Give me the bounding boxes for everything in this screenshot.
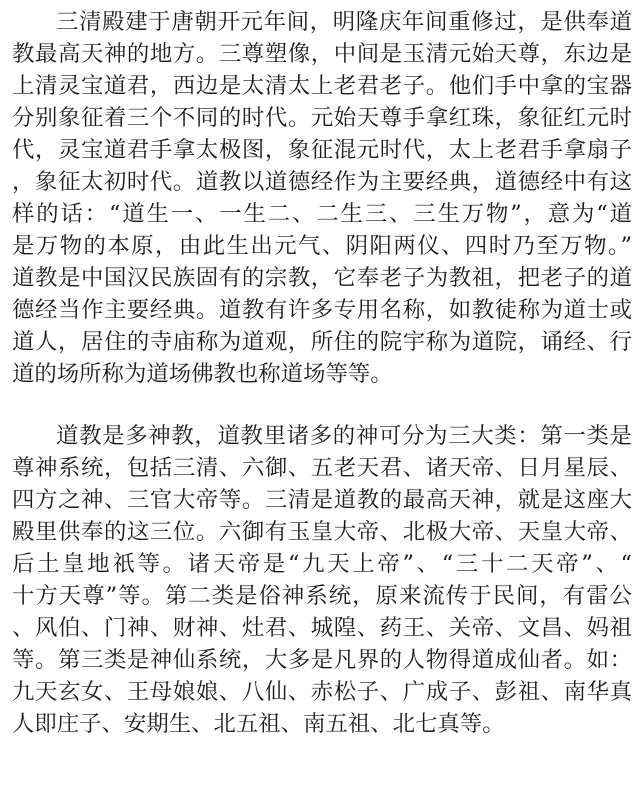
text-line: 道的场所称为道场佛教也称道场等等。	[12, 361, 393, 387]
text-line: 等。第三类是神仙系统，大多是凡界的人物得道成仙者。如：	[12, 647, 632, 673]
paragraph-spacer	[12, 390, 632, 420]
text-line: 尊神系统，包括三清、六御、五老天君、诸天帝、日月星辰、	[12, 455, 632, 481]
text-line: 三清殿建于唐朝开元年间，明隆庆年间重修过，是供奉道	[56, 9, 632, 35]
text-line: 分别象征着三个不同的时代。元始天尊手拿红珠，象征红元时	[12, 105, 632, 131]
text-line: 道教是多神教，道教里诸多的神可分为三大类：第一类是	[56, 423, 632, 449]
text-line: 道教是中国汉民族固有的宗教，它奉老子为教祖，把老子的道	[12, 265, 632, 291]
text-line: 后土皇地祇等。诸天帝是“九天上帝”、“三十二天帝”、“	[12, 551, 632, 577]
text-line: 样的话：“道生一、一生二、二生三、三生万物”，意为“道	[12, 201, 632, 227]
text-line: 教最高天神的地方。三尊塑像，中间是玉清元始天尊，东边是	[12, 41, 632, 67]
text-line: 人即庄子、安期生、北五祖、南五祖、北七真等。	[12, 711, 505, 737]
paragraph-2	[12, 420, 632, 740]
text-line: 德经当作主要经典。道教有许多专用名称，如教徒称为道士或	[12, 297, 632, 323]
text-line: 、风伯、门神、财神、灶君、城隍、药王、关帝、文昌、妈祖	[12, 615, 632, 641]
text-line: 四方之神、三官大帝等。三清是道教的最高天神，就是这座大	[12, 487, 632, 513]
text-line: 是万物的本原，由此生出元气、阴阳两仪、四时乃至万物。”	[12, 233, 632, 259]
text-line: ，象征太初时代。道教以道德经作为主要经典，道德经中有这	[12, 169, 632, 195]
text-line: 十方天尊”等。第二类是俗神系统，原来流传于民间，有雷公	[12, 583, 632, 609]
article-body	[12, 6, 632, 740]
text-line: 道人，居住的寺庙称为道观，所住的院宇称为道院，诵经、行	[12, 329, 632, 355]
text-line: 代，灵宝道君手拿太极图，象征混元时代，太上老君手拿扇子	[12, 137, 632, 163]
text-line: 九天玄女、王母娘娘、八仙、赤松子、广成子、彭祖、南华真	[12, 679, 632, 705]
text-line: 殿里供奉的这三位。六御有玉皇大帝、北极大帝、天皇大帝、	[12, 519, 632, 545]
text-line: 上清灵宝道君，西边是太清太上老君老子。他们手中拿的宝器	[12, 73, 632, 99]
paragraph-1	[12, 6, 632, 390]
